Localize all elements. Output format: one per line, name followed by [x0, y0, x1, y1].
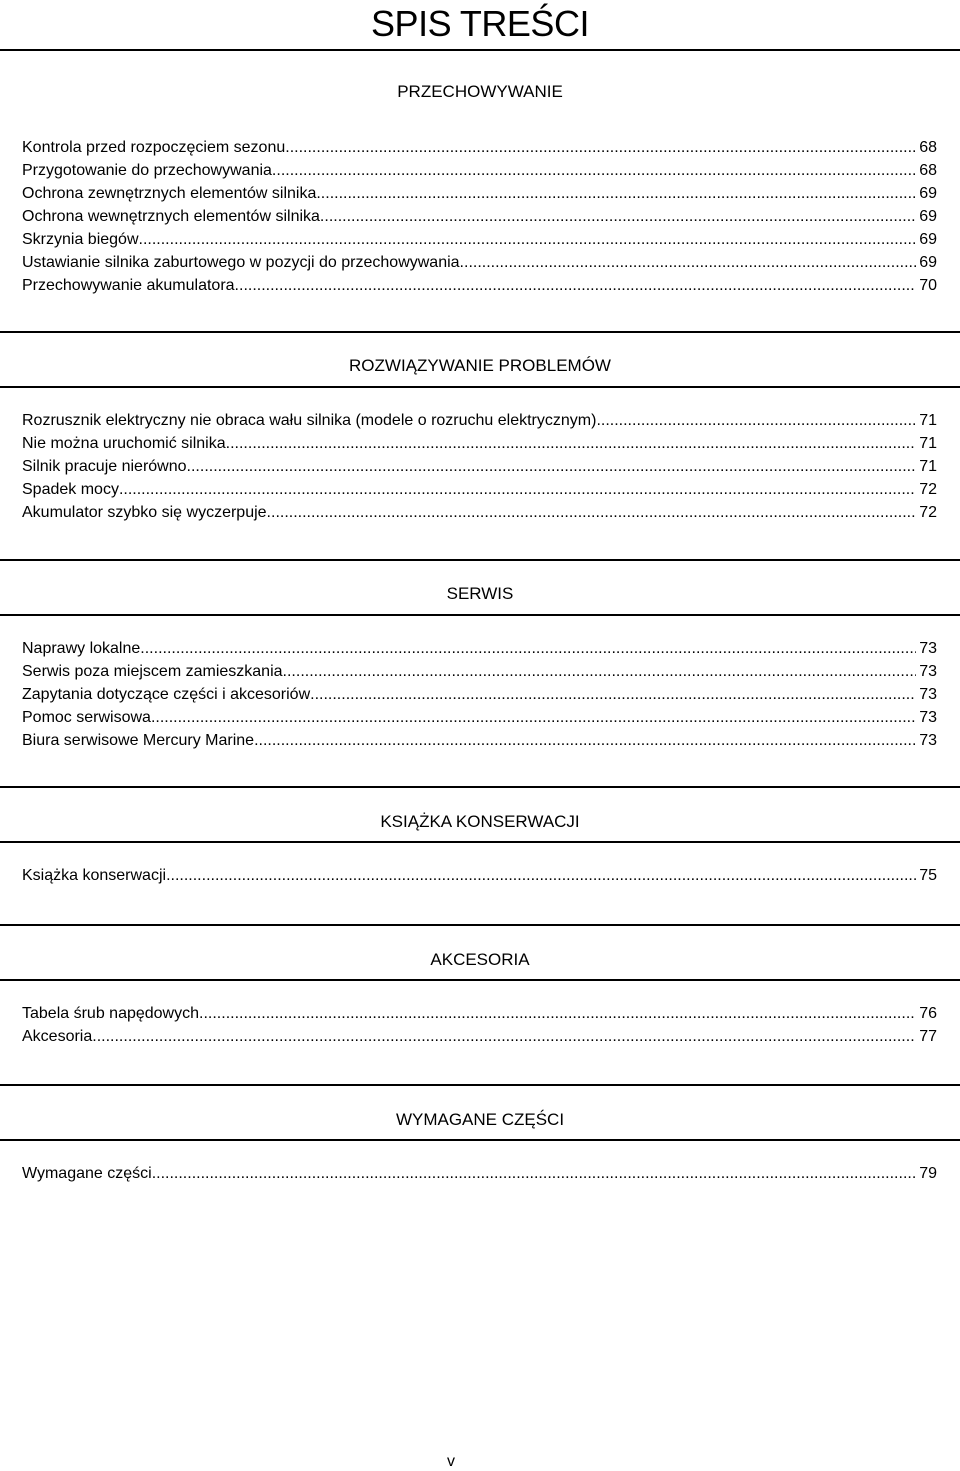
- dot-leader: [235, 274, 917, 297]
- toc-entry-label: Pomoc serwisowa: [22, 709, 151, 726]
- toc-entry-label: Kontrola przed rozpoczęciem sezonu: [22, 139, 286, 156]
- toc-entry-label: Zapytania dotyczące części i akcesoriów: [22, 686, 311, 703]
- toc-entry-label: Nie można uruchomić silnika: [22, 435, 226, 452]
- section-divider: [0, 924, 960, 926]
- section-divider: [0, 786, 960, 788]
- toc-entry-page: 73: [919, 709, 937, 726]
- toc-entry-page: 70: [919, 277, 937, 294]
- toc-entry-label: Tabela śrub napędowych: [22, 1005, 200, 1022]
- toc-entry-label: Wymagane części: [22, 1165, 152, 1182]
- dot-leader: [320, 205, 916, 228]
- toc-entry[interactable]: [22, 432, 937, 455]
- toc-entry-page: 68: [919, 139, 937, 156]
- section-divider: [0, 1139, 960, 1141]
- dot-leader: [310, 683, 916, 706]
- dot-leader: [226, 432, 917, 455]
- section-entries-ksiazka-konserwacji: [22, 864, 937, 887]
- section-title-wymagane-czesci: WYMAGANE CZĘŚCI: [395, 1110, 565, 1129]
- dot-leader: [283, 660, 917, 683]
- toc-entry-label: Naprawy lokalne: [22, 640, 141, 657]
- toc-entry[interactable]: [22, 455, 937, 478]
- toc-entry-label: Serwis poza miejscem zamieszkania: [22, 663, 283, 680]
- page-title: SPIS TREŚCI: [371, 3, 589, 44]
- toc-entry-label: Skrzynia biegów: [22, 231, 139, 248]
- toc-entry-label: Biura serwisowe Mercury Marine: [22, 732, 255, 749]
- section-divider: [0, 559, 960, 561]
- section-entries-wymagane-czesci: [22, 1162, 937, 1185]
- toc-entry-label: Książka konserwacji: [22, 867, 167, 884]
- toc-entry[interactable]: [22, 1025, 937, 1048]
- section-divider: [0, 331, 960, 333]
- dot-leader: [596, 409, 916, 432]
- toc-entry[interactable]: [22, 182, 937, 205]
- toc-entry[interactable]: [22, 409, 937, 432]
- section-title-serwis: SERWIS: [446, 584, 514, 603]
- section-divider: [0, 386, 960, 388]
- toc-entry-page: 72: [919, 504, 937, 521]
- toc-entry[interactable]: [22, 729, 937, 752]
- toc-entry-page: 79: [919, 1165, 937, 1182]
- toc-entry-label: Ustawianie silnika zaburtowego w pozycji do przechowywania: [22, 254, 460, 271]
- toc-entry-page: 69: [919, 254, 937, 271]
- section-divider: [0, 841, 960, 843]
- section-title-ksiazka-konserwacji: KSIĄŻKA KONSERWACJI: [380, 812, 580, 831]
- toc-entry-page: 77: [919, 1028, 937, 1045]
- toc-entry-label: Przygotowanie do przechowywania: [22, 162, 272, 179]
- toc-entry-page: 73: [919, 640, 937, 657]
- dot-leader: [119, 478, 916, 501]
- dot-leader: [460, 251, 917, 274]
- toc-entry-label: Ochrona wewnętrznych elementów silnika: [22, 208, 320, 225]
- dot-leader: [152, 1162, 917, 1185]
- dot-leader: [140, 637, 916, 660]
- page-number: v: [447, 1453, 455, 1470]
- toc-entry-label: Akcesoria: [22, 1028, 93, 1045]
- dot-leader: [316, 182, 916, 205]
- toc-entry-label: Silnik pracuje nierówno: [22, 458, 187, 475]
- toc-entry[interactable]: [22, 228, 937, 251]
- toc-entry[interactable]: [22, 251, 937, 274]
- section-entries-rozwiazywanie-problemow: [22, 409, 937, 524]
- dot-leader: [272, 159, 916, 182]
- section-title-akcesoria: AKCESORIA: [430, 950, 530, 969]
- dot-leader: [187, 455, 917, 478]
- toc-entry-page: 71: [919, 412, 937, 429]
- section-title-rozwiazywanie-problemow: ROZWIĄZYWANIE PROBLEMÓW: [349, 356, 611, 375]
- toc-entry[interactable]: [22, 274, 937, 297]
- dot-leader: [139, 228, 917, 251]
- toc-entry-page: 71: [919, 458, 937, 475]
- toc-entry-label: Przechowywanie akumulatora: [22, 277, 235, 294]
- toc-entry-label: Ochrona zewnętrznych elementów silnika: [22, 185, 317, 202]
- toc-entry[interactable]: [22, 136, 937, 159]
- toc-entry-label: Spadek mocy: [22, 481, 119, 498]
- toc-entry[interactable]: [22, 205, 937, 228]
- toc-entry[interactable]: [22, 660, 937, 683]
- toc-entry[interactable]: [22, 159, 937, 182]
- toc-entry-page: 73: [919, 732, 937, 749]
- dot-leader: [92, 1025, 916, 1048]
- toc-entry-page: 75: [919, 867, 937, 884]
- dot-leader: [199, 1002, 916, 1025]
- dot-leader: [166, 864, 916, 887]
- section-divider: [0, 979, 960, 981]
- toc-entry-page: 69: [919, 208, 937, 225]
- toc-entry[interactable]: [22, 683, 937, 706]
- toc-entry[interactable]: [22, 706, 937, 729]
- toc-entry-label: Rozrusznik elektryczny nie obraca wału silnika (modele o rozruchu elektrycznym): [22, 412, 597, 429]
- toc-entry-label: Akumulator szybko się wyczerpuje: [22, 504, 267, 521]
- dot-leader: [285, 136, 916, 159]
- toc-entry-page: 72: [919, 481, 937, 498]
- dot-leader: [254, 729, 916, 752]
- toc-entry[interactable]: [22, 864, 937, 887]
- toc-entry-page: 69: [919, 185, 937, 202]
- toc-entry[interactable]: [22, 478, 937, 501]
- section-divider: [0, 1084, 960, 1086]
- section-title-przechowywanie: PRZECHOWYWANIE: [397, 82, 563, 101]
- toc-entry-page: 76: [919, 1005, 937, 1022]
- dot-leader: [151, 706, 916, 729]
- toc-entry-page: 68: [919, 162, 937, 179]
- title-rule: [0, 49, 960, 51]
- section-entries-serwis: [22, 637, 937, 752]
- toc-entry[interactable]: [22, 1002, 937, 1025]
- toc-entry-page: 73: [919, 663, 937, 680]
- toc-entry-page: 71: [919, 435, 937, 452]
- toc-entry[interactable]: [22, 1162, 937, 1185]
- toc-entry[interactable]: [22, 637, 937, 660]
- section-entries-przechowywanie: [22, 136, 937, 297]
- section-entries-akcesoria: [22, 1002, 937, 1048]
- section-divider: [0, 614, 960, 616]
- toc-entry-page: 73: [919, 686, 937, 703]
- toc-entry-page: 69: [919, 231, 937, 248]
- dot-leader: [267, 501, 917, 524]
- toc-entry[interactable]: [22, 501, 937, 524]
